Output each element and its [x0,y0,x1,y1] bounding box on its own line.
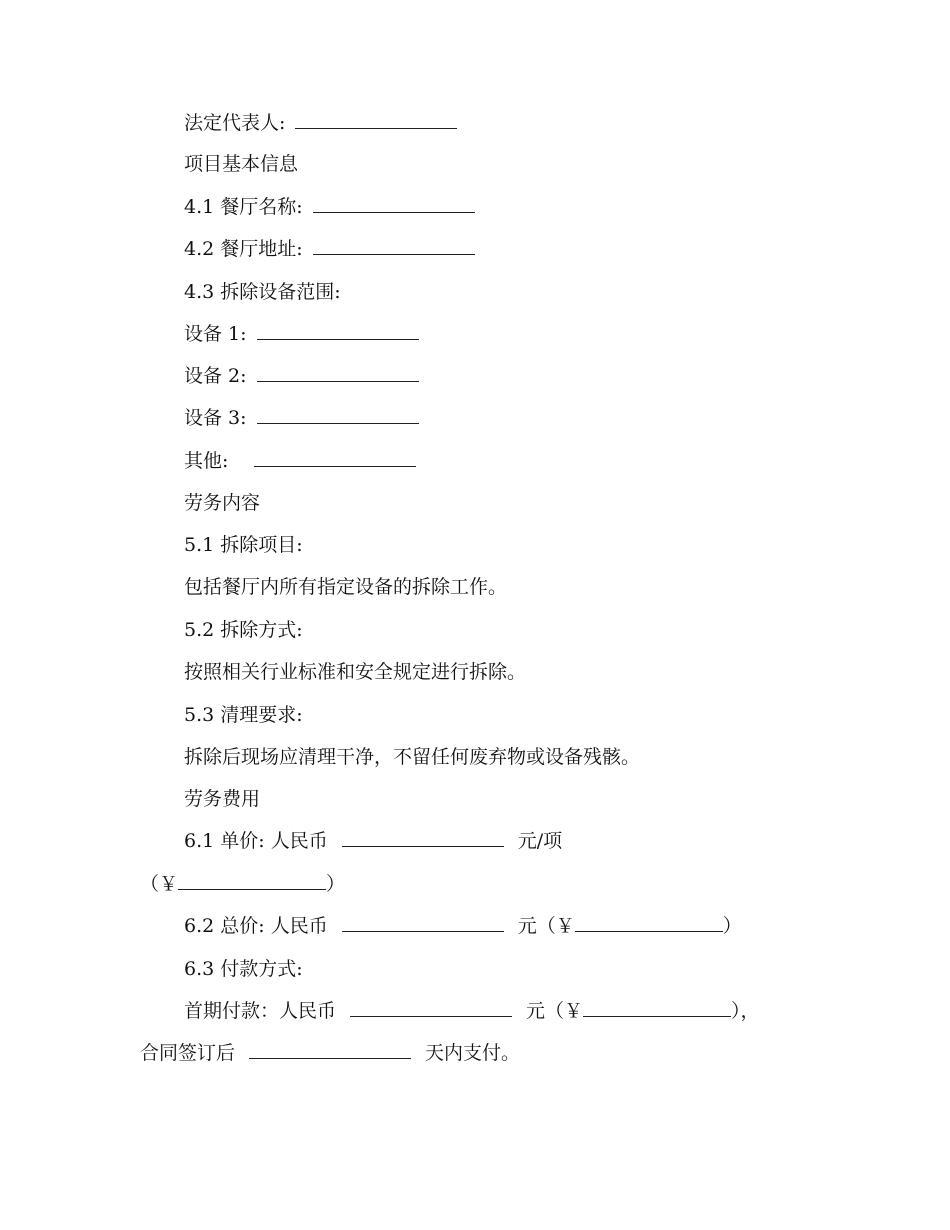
other-equipment-line [184,448,416,474]
total-price-line [184,913,742,939]
removal-items-heading: 5.1 拆除项目: [184,534,303,556]
unit-price-line [184,828,562,854]
other-blank [254,449,416,467]
removal-method-text: 按照相关行业标准和安全规定进行拆除。 [184,661,527,683]
first-payment-close: ） [731,1000,741,1022]
section-4-title: 项目基本信息 [184,153,299,175]
restaurant-name-line [184,194,475,220]
unit-price-blank [342,829,504,847]
removal-scope-heading: 4.3 拆除设备范围: [184,281,341,303]
unit-price-unit: 元/项 [517,830,563,852]
legal-rep-blank [295,111,457,129]
first-payment-label: 首期付款：人民币 [184,1000,337,1022]
equipment-1-line [184,321,419,347]
cleanup-text: 拆除后现场应清理干净，不留任何废弃物或设备残骸。 [184,746,641,768]
unit-price-yen-line [140,871,345,897]
equipment-2-label: 设备 2: [184,365,247,387]
unit-price-yen-blank [178,872,326,890]
total-price-yen-blank [575,914,723,932]
cleanup-heading: 5.3 清理要求: [184,704,303,726]
section-6-title: 劳务费用 [184,788,261,810]
restaurant-address-blank [313,237,475,255]
other-label: 其他: [184,450,229,472]
equipment-1-blank [257,322,419,340]
equipment-3-label: 设备 3: [184,407,247,429]
payment-method-heading: 6.3 付款方式: [184,958,303,980]
equipment-2-line [184,363,419,389]
contract-signed-label: 合同签订后 [140,1042,236,1064]
equipment-1-label: 设备 1: [184,323,247,345]
unit-price-yen-close: ） [326,873,346,895]
payment-days-blank [249,1041,411,1059]
unit-price-yen-open: （￥ [140,873,179,895]
restaurant-address-line [184,236,475,262]
restaurant-name-label: 4.1 餐厅名称: [184,196,303,218]
equipment-3-blank [257,406,419,424]
payment-days-text: 天内支付。 [425,1042,521,1064]
first-payment-line [184,998,760,1024]
restaurant-address-label: 4.2 餐厅地址: [184,238,303,260]
equipment-2-blank [257,364,419,382]
first-payment-comma: ， [740,1000,760,1022]
total-price-label: 6.2 总价: 人民币 [184,915,328,937]
total-price-close: ） [722,915,742,937]
removal-items-text: 包括餐厅内所有指定设备的拆除工作。 [184,576,508,598]
first-payment-blank [350,999,512,1017]
legal-representative-line [184,110,457,136]
unit-price-label: 6.1 单价: 人民币 [184,830,328,852]
section-5-title: 劳务内容 [184,492,261,514]
restaurant-name-blank [313,195,475,213]
total-price-yuan-open: 元（￥ [517,915,575,937]
contract-signed-line [140,1040,520,1066]
removal-method-heading: 5.2 拆除方式: [184,619,303,641]
legal-rep-label: 法定代表人: [184,112,286,134]
first-payment-yuan-open: 元（￥ [526,1000,584,1022]
first-payment-yen-blank [583,999,731,1017]
equipment-3-line [184,405,419,431]
total-price-blank [342,914,504,932]
